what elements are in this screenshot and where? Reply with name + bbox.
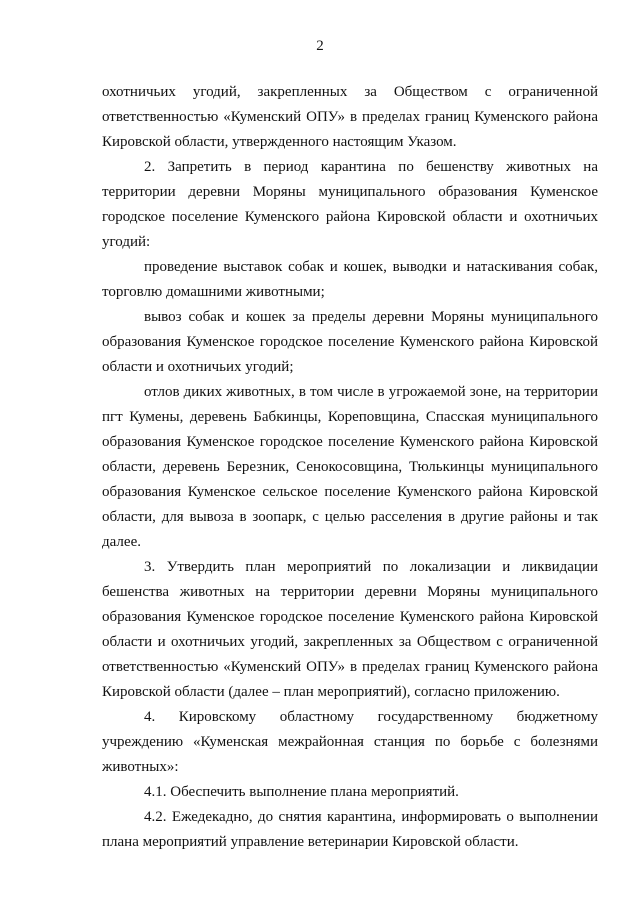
paragraph: отлов диких животных, в том числе в угрожаемой зоне, на территории пгт Кумены, деревень Бабкинцы, Кореповщина, Спасская муниципального образования Куменское городское поселение Куменского района Кировской области, деревень Березник, Сенокосовщина, Тюлькинцы муниципального образования Куменское сельское поселение Куменского района Кировской области, для вывоза в зоопарк, с целью расселения в другие районы и так далее. — [102, 384, 598, 550]
paragraph: 2. Запретить в период карантина по бешенству животных на территории деревни Моряны муниципального образования Куменское городское поселение Куменского района Кировской области и охотничьих угодий: — [102, 159, 598, 250]
paragraph: 4. Кировскому областному государственному бюджетному учреждению «Куменская межрайонная станция по борьбе с болезнями животных»: — [102, 709, 598, 775]
paragraph: 4.1. Обеспечить выполнение плана мероприятий. — [144, 784, 459, 800]
document-body — [102, 80, 598, 855]
paragraph: вывоз собак и кошек за пределы деревни Моряны муниципального образования Куменское городское поселение Куменского района Кировской области и охотничьих угодий; — [102, 309, 598, 375]
page-number: 2 — [316, 38, 324, 54]
paragraph: проведение выставок собак и кошек, выводки и натаскивания собак, торговлю домашними животными; — [102, 259, 598, 300]
paragraph: охотничьих угодий, закрепленных за Обществом с ограниченной ответственностью «Куменский ОПУ» в пределах границ Куменского района Кировской области, утвержденного настоящим Указом. — [102, 84, 598, 150]
paragraph: 3. Утвердить план мероприятий по локализации и ликвидации бешенства животных на территории деревни Моряны муниципального образования Куменское городское поселение Куменского района Кировской области и охотничьих угодий, закрепленных за Обществом с ограниченной ответственностью «Куменский ОПУ» в пределах границ Куменского района Кировской области (далее – план мероприятий), согласно приложению. — [102, 559, 598, 700]
paragraph: 4.2. Ежедекадно, до снятия карантина, информировать о выполнении плана мероприятий управление ветеринарии Кировской области. — [102, 809, 598, 850]
